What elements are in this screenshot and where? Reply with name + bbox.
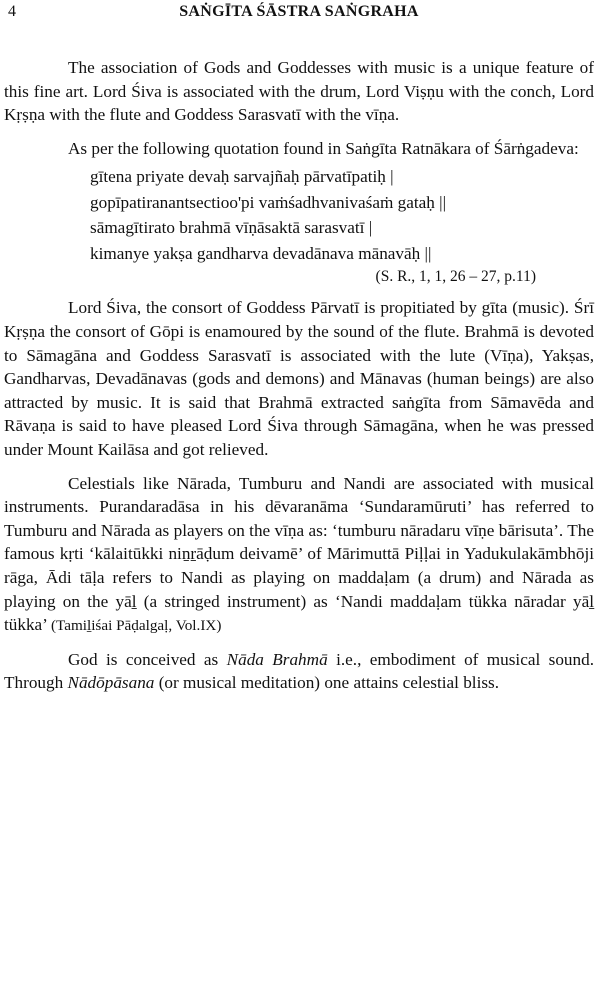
sanskrit-verse [90,164,594,266]
paragraph-celestials [4,472,594,638]
verse-line: sāmagītirato brahmā vīṇāsaktā sarasvatī | [90,218,373,238]
nada-text-a: God is conceived as [68,649,227,669]
page-body [4,56,594,695]
page-header [4,2,594,22]
verse-citation: (S. R., 1, 1, 26 – 27, p.11) [375,268,536,286]
celestials-text: Celestials like Nārada, Tumburu and Nandi are associated with musical instruments. Purandaradāsa in his dēvaranāma ‘Sundaramūruti’ has referred to Tumburu and Nārada as players on the vīṇa as: ‘tumburu nāradaru vīṇe bārisuta’. The famous kṛti ‘kālaitūkki niṉṟāḍum deivamē’ of Mārimuttā Piḷḷai in Yadukulakāmbhōji rāga, Ādi tāḷa refers to Nandi as playing on maddaḷam (a drum) and Nārada as playing on the yāḻ (a stringed instrument) as ‘Nandi maddaḷam tükka nāradar yāḻ tükka’ [4,473,594,635]
verse-line: gītena priyate devaḥ sarvajñaḥ pārvatīpatiḥ | [90,167,394,187]
page-number: 4 [8,3,16,20]
nada-text-b: i.e., embodiment of musical sound. Through [4,649,595,693]
term-nada-brahma: Nāda Brahmā [226,649,328,669]
book-page [0,2,600,991]
verse-line: kimanye yakṣa gandharva devadānava mānavāḥ || [90,243,432,263]
verse-line: gopīpatiranantsectioo'pi vaṁśadhvanivaśaṁ gataḥ || [90,192,447,212]
paragraph-nada-brahma [4,648,594,695]
paragraph-quotation-intro: As per the following quotation found in Saṅgīta Ratnākara of Śārṅgadeva: [68,138,579,158]
nada-text-c: (or musical meditation) one attains celestial bliss. [154,673,500,693]
term-nadopasana: Nādōpāsana [67,673,155,693]
paragraph-association: The association of Gods and Goddesses with music is a unique feature of this fine art. Lord Śiva is associated with the drum, Lord Viṣṇu with the conch, Lord Kṛṣṇa with the flute and Goddess Sarasvatī with the vīṇa. [4,58,594,125]
paragraph-siva-consort: Lord Śiva, the consort of Goddess Pārvatī is propitiated by gīta (music). Śrī Kṛṣṇa the consort of Gōpi is enamoured by the sound of the flute. Brahmā is devoted to Sāmagāna and Goddess Sarasvatī is associated with the lute (Vīṇa), Yakṣas, Gandharvas, Devadānavas (gods and demons) and Mānavas (human beings) are also attracted by music. It is said that Brahmā extracted saṅgīta from Sāmavēda and Rāvaṇa is said to have pleased Lord Śiva through Sāmagāna, when he was pressed under Mount Kailāsa and got relieved. [4,298,594,459]
source-reference: (Tamiḻiśai Pāḍalgaḷ, Vol.IX) [50,617,222,635]
running-title: SAṄGĪTA ŚĀSTRA SAṄGRAHA [179,3,419,20]
